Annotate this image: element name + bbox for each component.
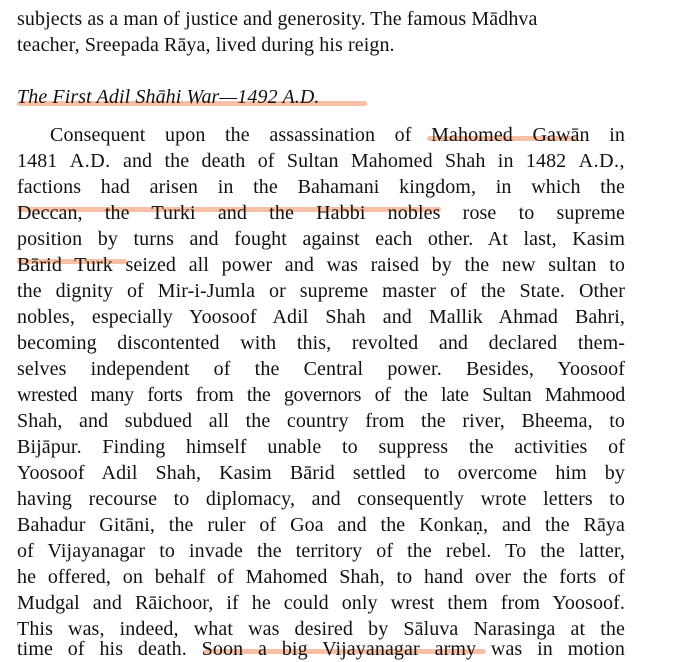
paragraph-line-5: position by turns and fought against each other. At last, Kasim xyxy=(17,228,625,250)
paragraph-line-20: This was, indeed, what was desired by Sāluva Narasinga at the xyxy=(17,618,625,640)
paragraph-line-19: Mudgal and Rāichoor, if he could only wrest them from Yoosoof. xyxy=(17,592,625,614)
paragraph-line-2: 1481 A.D. and the death of Sultan Mahomed Shah in 1482 A.D., xyxy=(17,150,626,172)
text-line-1: subjects as a man of justice and generosity. The famous Mādhva xyxy=(17,8,538,30)
paragraph-line-4: Deccan, the Turki and the Habbi nobles rose to supreme xyxy=(17,202,625,224)
paragraph-line-21: time of his death. Soon a big Vijayanagar army was in motion xyxy=(17,638,625,660)
paragraph-line-16: Bahadur Gitāni, the ruler of Goa and the Konkaṇ, and the Rāya xyxy=(17,514,625,536)
paragraph-line-6: Bārid Turk seized all power and was raised by the new sultan to xyxy=(17,254,625,276)
paragraph-line-10: selves independent of the Central power. Besides, Yoosoof xyxy=(17,358,625,380)
section-heading: The First Adil Shāhi War—1492 A.D. xyxy=(17,86,320,108)
paragraph-line-7: the dignity of Mir-i-Jumla or supreme master of the State. Other xyxy=(17,280,625,302)
paragraph-line-8: nobles, especially Yoosoof Adil Shah and Mallik Ahmad Bahri, xyxy=(17,306,625,328)
paragraph-line-9: becoming discontented with this, revolted and declared them- xyxy=(17,332,625,354)
paragraph-line-11: wrested many forts from the governors of the late Sultan Mahmood xyxy=(17,384,625,406)
paragraph-line-18: he offered, on behalf of Mahomed Shah, to hand over the forts of xyxy=(17,566,625,588)
paragraph-line-15: having recourse to diplomacy, and consequently wrote letters to xyxy=(17,488,625,510)
paragraph-line-17: of Vijayanagar to invade the territory of the rebel. To the latter, xyxy=(17,540,625,562)
top-edge-fragment xyxy=(420,0,650,4)
paragraph-line-13: Bijāpur. Finding himself unable to suppress the activities of xyxy=(17,436,625,458)
text-line-2: teacher, Sreepada Rāya, lived during his reign. xyxy=(17,34,395,56)
paragraph-line-1: Consequent upon the assassination of Mahomed Gawān in xyxy=(50,124,625,146)
paragraph-line-14: Yoosoof Adil Shah, Kasim Bārid settled to overcome him by xyxy=(17,462,625,484)
paragraph-line-12: Shah, and subdued all the country from the river, Bheema, to xyxy=(17,410,625,432)
paragraph-line-3: factions had arisen in the Bahamani kingdom, in which the xyxy=(17,176,625,198)
